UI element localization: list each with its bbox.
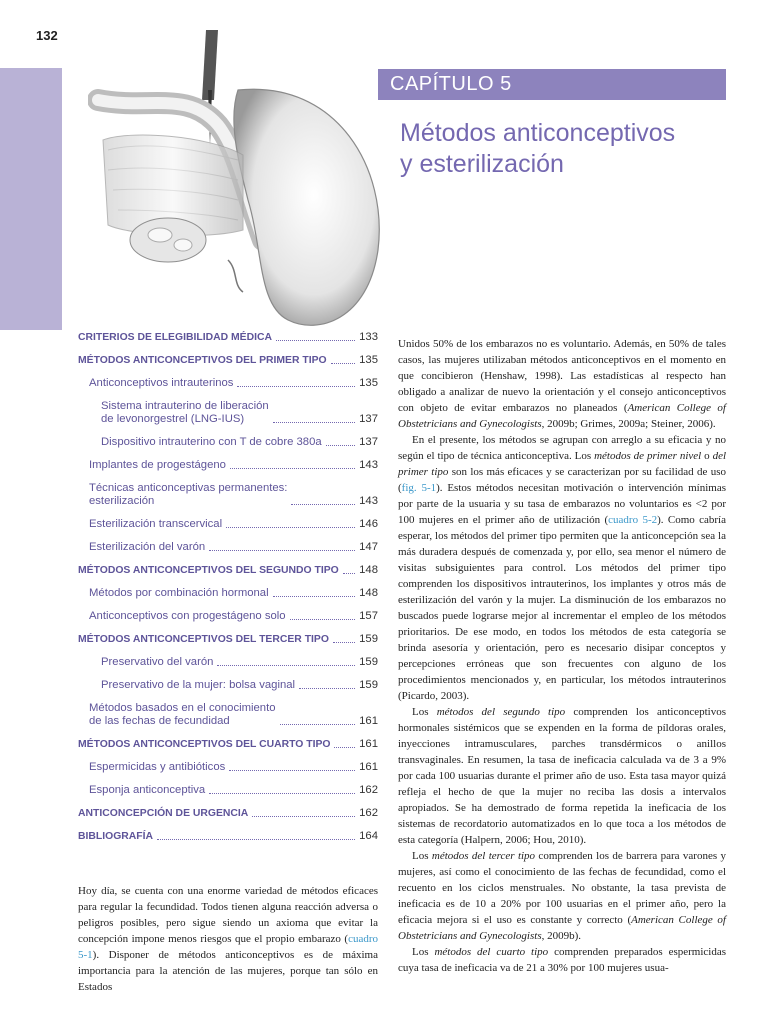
toc-entry[interactable] <box>78 564 378 577</box>
paragraph-1: Unidos 50% de los embarazos no es voluntario. Además, en 50% de tales casos, las mujeres utilizaban métodos anticonceptivos en el momento en que concibieron (Henshaw, 1998). Las estadísticas al respecto han obligado a analizar de nuevo la orientación y el consejo anticonceptivos con objeto de evitar embarazos no planeados (American College of Obstetricians and Gynecologists, 2009b; Grimes, 2009a; Steiner, 2006). <box>398 338 726 430</box>
toc-leader-dots <box>276 340 355 341</box>
chapter-title-line1: Métodos anticonceptivos <box>400 119 676 147</box>
toc-entry-page: 135 <box>359 377 378 389</box>
toc-entry-title: CRITERIOS DE ELEGIBILIDAD MÉDICA <box>78 332 272 343</box>
side-tab <box>0 68 62 330</box>
table-of-contents <box>78 331 378 843</box>
toc-entry-page: 161 <box>359 761 378 773</box>
toc-entry-title: Métodos basados en el conocimiento de las fechas de fecundidad <box>89 702 276 727</box>
toc-leader-dots <box>230 468 355 469</box>
toc-entry-page: 162 <box>359 784 378 796</box>
toc-entry-title: Preservativo de la mujer: bolsa vaginal <box>101 679 296 691</box>
toc-entry-title: Métodos por combinación hormonal <box>89 587 269 599</box>
toc-entry[interactable] <box>78 331 378 344</box>
toc-leader-dots <box>273 422 355 423</box>
toc-entry-title: Espermicidas y antibióticos <box>89 761 226 773</box>
toc-entry-page: 159 <box>359 656 378 668</box>
toc-entry-page: 162 <box>359 807 378 819</box>
paragraph-4: Los métodos del tercer tipo comprenden los de barrera para varones y mujeres, así como el conocimiento de las fechas de fecundidad, como el recuento en los ciclos menstruales. No obstante, la tasa prevista de ineficacia es de 10 a 20% por 100 usuarias en el primer año, pero la eficacia mejora si el uso es constante y correcto (American College of Obstetricians and Gynecologists, 2009b). <box>398 850 727 942</box>
cuadro-5-2-link[interactable]: cuadro 5-2 <box>608 514 658 526</box>
toc-leader-dots <box>290 619 356 620</box>
toc-entry-page: 137 <box>359 436 378 448</box>
toc-entry[interactable] <box>78 702 378 728</box>
toc-entry[interactable] <box>78 807 378 820</box>
body-text <box>398 336 726 976</box>
toc-entry-title: Técnicas anticonceptivas permanentes: esterilización <box>89 482 288 507</box>
toc-leader-dots <box>209 550 355 551</box>
toc-entry-page: 137 <box>359 413 378 425</box>
toc-entry-title: Preservativo del varón <box>101 656 214 668</box>
toc-leader-dots <box>252 816 355 817</box>
toc-entry[interactable] <box>78 830 378 843</box>
toc-entry-page: 161 <box>359 715 378 727</box>
toc-entry-title: ANTICONCEPCIÓN DE URGENCIA <box>78 808 249 819</box>
toc-entry-title: Sistema intrauterino de liberación de levonorgestrel (LNG-IUS) <box>101 400 269 425</box>
toc-entry[interactable] <box>78 400 378 426</box>
toc-entry-title: Esponja anticonceptiva <box>89 784 206 796</box>
toc-leader-dots <box>333 642 355 643</box>
toc-leader-dots <box>280 724 356 725</box>
toc-leader-dots <box>229 770 355 771</box>
toc-entry[interactable] <box>78 784 378 797</box>
toc-entry-page: 164 <box>359 830 378 842</box>
toc-leader-dots <box>217 665 355 666</box>
toc-entry[interactable] <box>78 656 378 669</box>
toc-entry-page: 143 <box>359 459 378 471</box>
toc-entry[interactable] <box>78 459 378 472</box>
toc-leader-dots <box>331 363 356 364</box>
toc-entry[interactable] <box>78 377 378 390</box>
chapter-title <box>400 118 730 180</box>
toc-entry-title: MÉTODOS ANTICONCEPTIVOS DEL SEGUNDO TIPO <box>78 565 339 576</box>
toc-leader-dots <box>226 527 355 528</box>
toc-entry-page: 147 <box>359 541 378 553</box>
toc-entry-page: 133 <box>359 331 378 343</box>
toc-entry-page: 159 <box>359 633 378 645</box>
chapter-label: CAPÍTULO 5 <box>378 69 726 100</box>
toc-entry-page: 157 <box>359 610 378 622</box>
toc-leader-dots <box>157 839 355 840</box>
toc-entry[interactable] <box>78 354 378 367</box>
toc-entry-title: Esterilización transcervical <box>89 518 223 530</box>
fig-5-1-link[interactable]: fig. 5-1 <box>401 482 437 494</box>
toc-entry-page: 148 <box>359 587 378 599</box>
chapter-title-line2: y esterilización <box>400 150 564 178</box>
toc-entry-page: 161 <box>359 738 378 750</box>
toc-entry-title: MÉTODOS ANTICONCEPTIVOS DEL CUARTO TIPO <box>78 739 331 750</box>
toc-leader-dots <box>291 504 355 505</box>
toc-entry-title: MÉTODOS ANTICONCEPTIVOS DEL PRIMER TIPO <box>78 355 327 366</box>
page-number: 132 <box>36 28 58 43</box>
uterus-illustration <box>88 30 388 330</box>
toc-entry-title: Implantes de progestágeno <box>89 459 226 471</box>
toc-entry[interactable] <box>78 518 378 531</box>
paragraph-2: En el presente, los métodos se agrupan con arreglo a su eficacia y no según el tipo de técnica anticonceptiva. Los métodos de primer nivel o del primer tipo son los más eficaces y se caracterizan por su facilidad de uso (fig. 5-1). Estos métodos necesitan motivación o intervención mínimas por parte de la usuaria y su tasa de embarazos no voluntarios es <2 por 100 mujeres en el primer año de utilización (cuadro 5-2). Como cabría esperar, los métodos del primer tipo permiten que la anticoncepción sea la más duradera después de comenzada y, por ello, sea menor el número de visitas subsiguientes para control. Los métodos del primer tipo comprenden los dispositivos intrauterinos, los implantes y otros más de esterilización del varón y la mujer. La disminución de los embarazos no buscados puede lograrse mejor al incrementar el empleo de los métodos prioritarios. De ese modo, en todos los métodos de esta categoría se brinda asesoría y orientación, pero es necesario disipar conceptos y percepciones erróneas que son frecuentes con alguno de los procedimientos mencionados y, en particular, los métodos intrauterinos (Picardo, 2003). <box>398 434 727 702</box>
toc-entry[interactable] <box>78 679 378 692</box>
toc-entry[interactable] <box>78 587 378 600</box>
toc-entry-page: 135 <box>359 354 378 366</box>
toc-leader-dots <box>237 386 355 387</box>
toc-leader-dots <box>334 747 355 748</box>
toc-leader-dots <box>209 793 355 794</box>
toc-entry-title: BIBLIOGRAFÍA <box>78 831 154 842</box>
paragraph-5: Los métodos del cuarto tipo comprenden preparados espermicidas cuya tasa de ineficacia va de 21 a 30% por 100 mujeres usua- <box>398 946 727 974</box>
toc-entry-title: Anticonceptivos con progestágeno solo <box>89 610 286 622</box>
toc-entry-page: 159 <box>359 679 378 691</box>
toc-entry[interactable] <box>78 633 378 646</box>
toc-leader-dots <box>273 596 356 597</box>
toc-leader-dots <box>326 445 356 446</box>
toc-entry-page: 146 <box>359 518 378 530</box>
toc-entry[interactable] <box>78 541 378 554</box>
toc-entry-title: Anticonceptivos intrauterinos <box>89 377 234 389</box>
toc-entry-title: Dispositivo intrauterino con T de cobre 380a <box>101 436 322 448</box>
toc-entry[interactable] <box>78 761 378 774</box>
toc-entry[interactable] <box>78 482 378 508</box>
toc-entry-title: Esterilización del varón <box>89 541 206 553</box>
toc-entry[interactable] <box>78 436 378 449</box>
toc-leader-dots <box>343 573 355 574</box>
intro-paragraph: Hoy día, se cuenta con una enorme variedad de métodos eficaces para regular la fecundidad. Todos tienen alguna reacción adversa o peligros posibles, pero sigue siendo un axioma que evitar la concepción impone menos riesgos que el propio embarazo (cuadro 5-1). Disponer de métodos anticonceptivos es de máxima importancia para la atención de las mujeres, porque tan sólo en Estados <box>78 885 378 993</box>
paragraph-3: Los métodos del segundo tipo comprenden los anticonceptivos hormonales sistémicos que se expenden en la forma de píldoras orales, inyecciones intramusculares, parches transdérmicos o anillos transvaginales. En resumen, la tasa de ineficacia calculada va de 3 a 9% por cada 100 usuarias durante el primer año de uso. Esta tasa mayor quizá refleja el hecho de que la mujer no reciba las dosis a intervalos apropiados. Se ha demostrado de forma repetida la ineficacia de los sistemas de recordatorio automatizados en lo que toca a los métodos de esta categoría (Halpern, 2006; Hou, 2010). <box>398 706 726 846</box>
toc-entry[interactable] <box>78 738 378 751</box>
toc-entry-page: 148 <box>359 564 378 576</box>
toc-entry-title: MÉTODOS ANTICONCEPTIVOS DEL TERCER TIPO <box>78 634 329 645</box>
toc-leader-dots <box>299 688 355 689</box>
toc-entry[interactable] <box>78 610 378 623</box>
toc-entry-page: 143 <box>359 495 378 507</box>
cuadro-5-1-link[interactable]: cuadro 5-1 <box>78 933 378 961</box>
